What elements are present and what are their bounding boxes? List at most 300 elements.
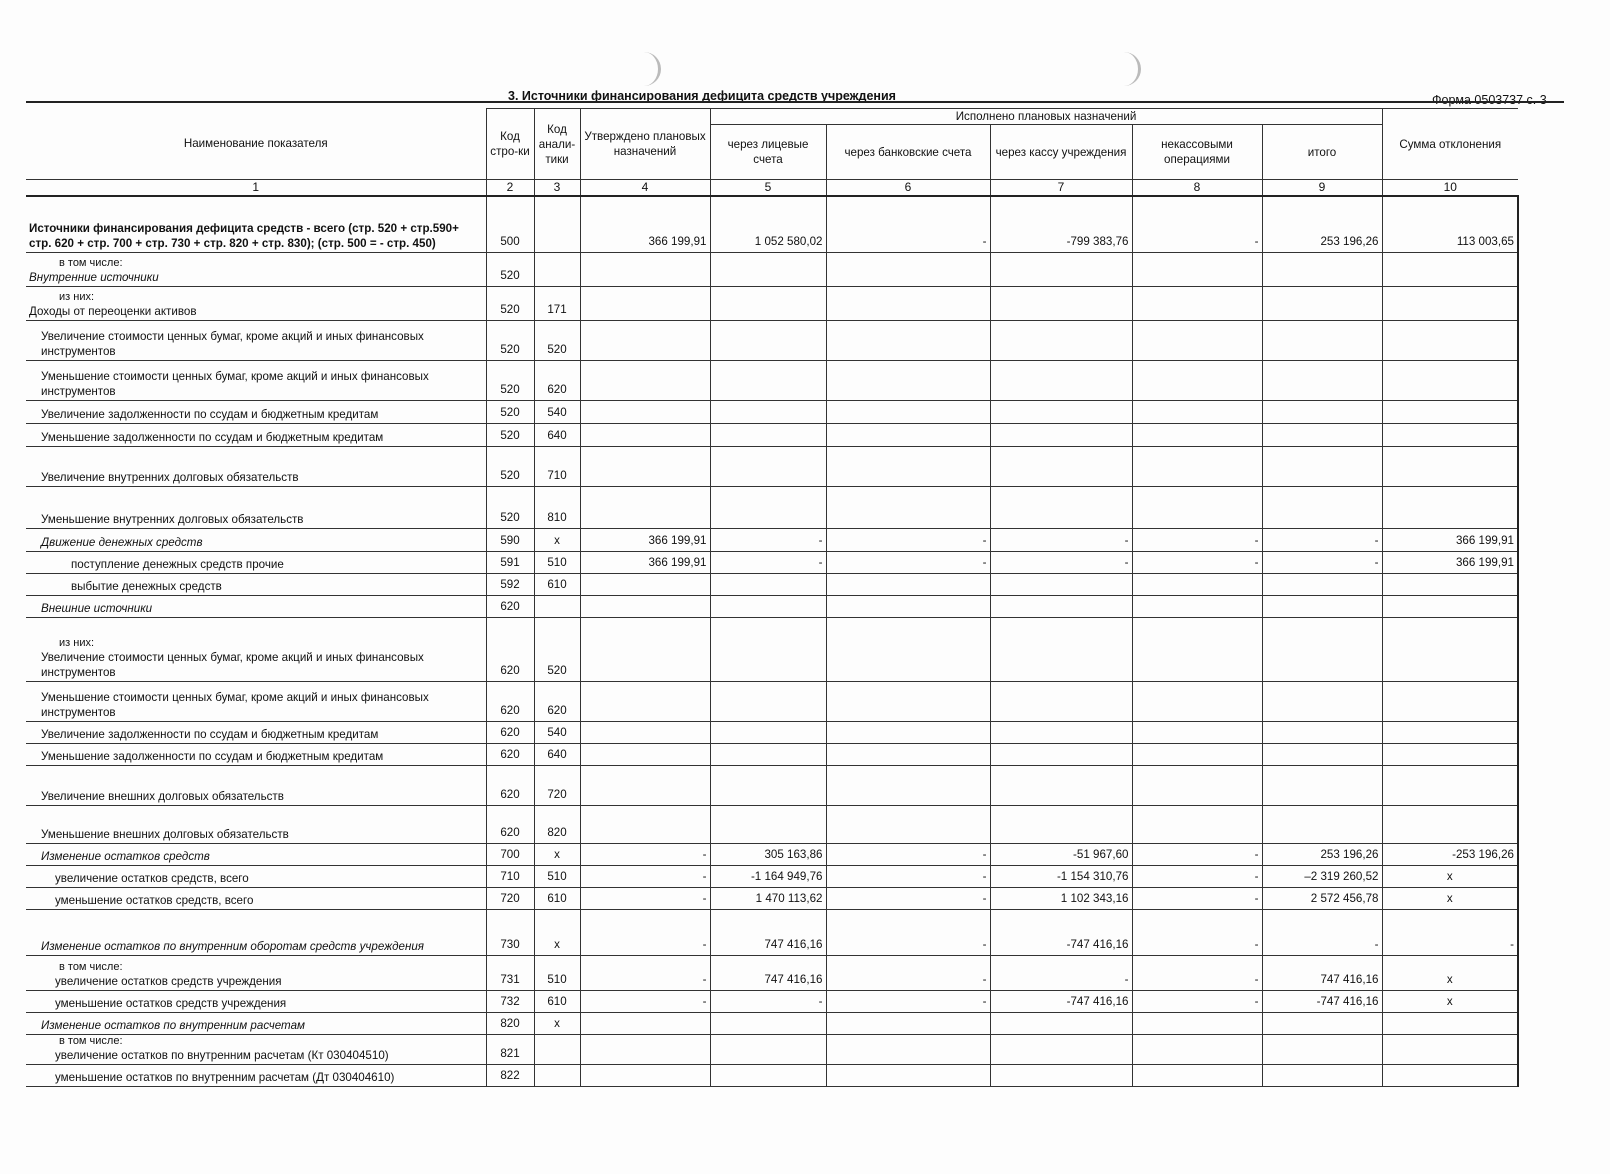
row-name: Увеличение внутренних долговых обязательств xyxy=(41,470,299,484)
value-bank-accounts xyxy=(826,721,990,743)
table-row xyxy=(26,528,1518,551)
value-bank-accounts xyxy=(826,486,990,528)
value-approved xyxy=(580,400,710,423)
value-bank-accounts xyxy=(826,1012,990,1034)
col-header-approved: Утверждено плановых назначений xyxy=(580,109,710,180)
row-code-line: 730 xyxy=(486,909,534,955)
row-name-cell xyxy=(26,573,486,595)
value-bank-accounts: - xyxy=(826,955,990,990)
value-bank-accounts: - xyxy=(826,990,990,1012)
value-non-cash xyxy=(1132,360,1262,400)
row-subheading: в том числе: xyxy=(59,960,123,973)
row-code-line: 520 xyxy=(486,252,534,286)
value-cashbox xyxy=(990,573,1132,595)
value-personal-accounts xyxy=(710,286,826,320)
table-row xyxy=(26,721,1518,743)
column-number: 9 xyxy=(1262,180,1382,197)
row-code-line: 620 xyxy=(486,595,534,617)
row-name-cell xyxy=(26,423,486,446)
value-cashbox: -1 154 310,76 xyxy=(990,865,1132,887)
value-total: 2 572 456,78 xyxy=(1262,887,1382,909)
value-deviation xyxy=(1382,400,1518,423)
table-row xyxy=(26,252,1518,286)
row-code-line: 500 xyxy=(486,196,534,252)
value-approved xyxy=(580,1034,710,1064)
row-code-analytic: 520 xyxy=(534,617,580,681)
row-code-analytic: 640 xyxy=(534,743,580,765)
row-name: Уменьшение задолженности по ссудам и бюджетным кредитам xyxy=(41,430,384,444)
value-cashbox: 1 102 343,16 xyxy=(990,887,1132,909)
value-cashbox xyxy=(990,486,1132,528)
value-non-cash: - xyxy=(1132,843,1262,865)
row-code-analytic: 540 xyxy=(534,400,580,423)
column-number: 7 xyxy=(990,180,1132,197)
value-non-cash: - xyxy=(1132,990,1262,1012)
value-cashbox xyxy=(990,1034,1132,1064)
value-cashbox: - xyxy=(990,955,1132,990)
value-cashbox: -799 383,76 xyxy=(990,196,1132,252)
col-header-code-line: Код стро-ки xyxy=(486,109,534,180)
table-row xyxy=(26,1012,1518,1034)
row-subheading: из них: xyxy=(59,290,95,303)
table-row xyxy=(26,423,1518,446)
value-total xyxy=(1262,743,1382,765)
row-code-analytic: 610 xyxy=(534,990,580,1012)
value-approved xyxy=(580,423,710,446)
value-bank-accounts xyxy=(826,360,990,400)
value-deviation xyxy=(1382,573,1518,595)
value-non-cash: - xyxy=(1132,528,1262,551)
row-name: Увеличение стоимости ценных бумаг, кроме акций и иных финансовых инструментов xyxy=(41,329,424,358)
value-personal-accounts xyxy=(710,486,826,528)
value-personal-accounts xyxy=(710,360,826,400)
row-name-cell xyxy=(26,681,486,721)
column-number: 4 xyxy=(580,180,710,197)
value-total xyxy=(1262,252,1382,286)
value-bank-accounts xyxy=(826,805,990,843)
value-cashbox: - xyxy=(990,551,1132,573)
table-row xyxy=(26,573,1518,595)
value-bank-accounts xyxy=(826,252,990,286)
table-row xyxy=(26,990,1518,1012)
value-personal-accounts xyxy=(710,721,826,743)
row-name: увеличение остатков средств, всего xyxy=(55,871,249,885)
row-name: Внешние источники xyxy=(41,601,153,615)
row-name-cell xyxy=(26,196,486,252)
value-deviation: x xyxy=(1382,955,1518,990)
row-code-line: 732 xyxy=(486,990,534,1012)
value-non-cash xyxy=(1132,681,1262,721)
row-code-line: 620 xyxy=(486,765,534,805)
row-code-line: 520 xyxy=(486,423,534,446)
col-header-executed-group: Исполнено плановых назначений xyxy=(710,109,1382,125)
value-approved xyxy=(580,1012,710,1034)
row-code-line: 720 xyxy=(486,887,534,909)
value-cashbox xyxy=(990,617,1132,681)
sources-table xyxy=(26,108,1519,1087)
value-deviation xyxy=(1382,1034,1518,1064)
row-name: Уменьшение внутренних долговых обязательств xyxy=(41,512,304,526)
value-bank-accounts: - xyxy=(826,528,990,551)
col-header-name: Наименование показателя xyxy=(26,109,486,180)
table-row xyxy=(26,865,1518,887)
row-name: Увеличение задолженности по ссудам и бюджетным кредитам xyxy=(41,407,379,421)
value-personal-accounts xyxy=(710,681,826,721)
row-code-analytic: 520 xyxy=(534,320,580,360)
value-deviation: - xyxy=(1382,909,1518,955)
table-row xyxy=(26,617,1518,681)
value-deviation xyxy=(1382,486,1518,528)
value-bank-accounts: - xyxy=(826,196,990,252)
row-code-line: 620 xyxy=(486,805,534,843)
row-name: Движение денежных средств xyxy=(41,535,203,549)
value-deviation xyxy=(1382,681,1518,721)
row-name-cell xyxy=(26,595,486,617)
row-code-analytic xyxy=(534,1034,580,1064)
col-header-code-analytic: Код анали-тики xyxy=(534,109,580,180)
value-bank-accounts xyxy=(826,320,990,360)
value-non-cash xyxy=(1132,1012,1262,1034)
value-total xyxy=(1262,400,1382,423)
value-cashbox xyxy=(990,595,1132,617)
value-total xyxy=(1262,1012,1382,1034)
value-bank-accounts xyxy=(826,617,990,681)
row-name: поступление денежных средств прочие xyxy=(71,557,284,571)
column-number: 5 xyxy=(710,180,826,197)
value-personal-accounts xyxy=(710,1012,826,1034)
value-cashbox: -747 416,16 xyxy=(990,990,1132,1012)
row-name: Уменьшение стоимости ценных бумаг, кроме акций и иных финансовых инструментов xyxy=(41,369,429,398)
value-total xyxy=(1262,595,1382,617)
value-total: - xyxy=(1262,528,1382,551)
value-cashbox xyxy=(990,1012,1132,1034)
row-name-cell xyxy=(26,1064,486,1086)
row-code-line: 520 xyxy=(486,360,534,400)
table-row xyxy=(26,196,1518,252)
value-approved xyxy=(580,446,710,486)
row-code-analytic: x xyxy=(534,909,580,955)
value-non-cash xyxy=(1132,805,1262,843)
value-approved: - xyxy=(580,865,710,887)
value-cashbox xyxy=(990,805,1132,843)
value-deviation xyxy=(1382,617,1518,681)
row-name-cell xyxy=(26,320,486,360)
value-deviation xyxy=(1382,805,1518,843)
row-name-cell xyxy=(26,743,486,765)
value-cashbox xyxy=(990,252,1132,286)
row-code-line: 620 xyxy=(486,721,534,743)
row-name-cell xyxy=(26,400,486,423)
value-total xyxy=(1262,573,1382,595)
value-non-cash xyxy=(1132,400,1262,423)
row-name: Увеличение задолженности по ссудам и бюджетным кредитам xyxy=(41,727,379,741)
row-name-cell xyxy=(26,551,486,573)
value-approved xyxy=(580,486,710,528)
value-approved xyxy=(580,681,710,721)
value-deviation xyxy=(1382,446,1518,486)
row-name: уменьшение остатков по внутренним расчетам (Дт 030404610) xyxy=(55,1070,395,1084)
value-deviation xyxy=(1382,360,1518,400)
row-name-cell xyxy=(26,721,486,743)
value-total xyxy=(1262,286,1382,320)
row-code-analytic: 610 xyxy=(534,573,580,595)
value-deviation xyxy=(1382,1064,1518,1086)
row-code-analytic: 640 xyxy=(534,423,580,446)
value-deviation: x xyxy=(1382,990,1518,1012)
value-personal-accounts xyxy=(710,1034,826,1064)
value-personal-accounts xyxy=(710,252,826,286)
value-non-cash xyxy=(1132,1064,1262,1086)
row-name-cell xyxy=(26,955,486,990)
value-non-cash xyxy=(1132,1034,1262,1064)
value-bank-accounts: - xyxy=(826,843,990,865)
row-name: Внутренние источники xyxy=(29,270,159,284)
value-non-cash xyxy=(1132,252,1262,286)
value-bank-accounts: - xyxy=(826,551,990,573)
value-personal-accounts xyxy=(710,765,826,805)
row-code-analytic: 810 xyxy=(534,486,580,528)
row-name-cell xyxy=(26,887,486,909)
value-bank-accounts xyxy=(826,286,990,320)
value-approved: - xyxy=(580,909,710,955)
value-total: 747 416,16 xyxy=(1262,955,1382,990)
value-cashbox xyxy=(990,400,1132,423)
row-name-cell xyxy=(26,990,486,1012)
row-name-cell xyxy=(26,446,486,486)
value-total xyxy=(1262,320,1382,360)
value-deviation: -253 196,26 xyxy=(1382,843,1518,865)
value-bank-accounts xyxy=(826,595,990,617)
value-deviation xyxy=(1382,286,1518,320)
value-cashbox xyxy=(990,721,1132,743)
value-cashbox: -51 967,60 xyxy=(990,843,1132,865)
value-non-cash xyxy=(1132,446,1262,486)
value-approved: 366 199,91 xyxy=(580,551,710,573)
table-row xyxy=(26,805,1518,843)
value-total: -747 416,16 xyxy=(1262,990,1382,1012)
value-total xyxy=(1262,617,1382,681)
col-header-non-cash: некассовыми операциями xyxy=(1132,125,1262,180)
value-approved xyxy=(580,360,710,400)
value-non-cash xyxy=(1132,486,1262,528)
row-name: Изменение остатков по внутренним оборотам средств учреждения xyxy=(41,939,424,953)
value-non-cash xyxy=(1132,286,1262,320)
table-row xyxy=(26,400,1518,423)
row-name: увеличение остатков средств учреждения xyxy=(55,974,282,988)
row-code-line: 820 xyxy=(486,1012,534,1034)
row-code-analytic: 620 xyxy=(534,360,580,400)
value-deviation xyxy=(1382,423,1518,446)
row-code-analytic xyxy=(534,196,580,252)
value-total xyxy=(1262,423,1382,446)
header-rule xyxy=(26,101,1564,103)
value-total xyxy=(1262,765,1382,805)
value-non-cash xyxy=(1132,320,1262,360)
row-code-line: 592 xyxy=(486,573,534,595)
value-deviation: x xyxy=(1382,865,1518,887)
value-deviation: 113 003,65 xyxy=(1382,196,1518,252)
value-personal-accounts xyxy=(710,573,826,595)
row-subheading: в том числе: xyxy=(59,256,123,269)
row-code-line: 520 xyxy=(486,320,534,360)
table-row xyxy=(26,765,1518,805)
value-total: - xyxy=(1262,909,1382,955)
value-non-cash xyxy=(1132,595,1262,617)
value-bank-accounts xyxy=(826,765,990,805)
row-code-line: 591 xyxy=(486,551,534,573)
value-approved xyxy=(580,805,710,843)
table-row xyxy=(26,286,1518,320)
row-name: Доходы от переоценки активов xyxy=(29,304,197,318)
row-code-analytic: 620 xyxy=(534,681,580,721)
value-non-cash: - xyxy=(1132,196,1262,252)
column-number: 1 xyxy=(26,180,486,197)
value-bank-accounts: - xyxy=(826,887,990,909)
row-name: увеличение остатков по внутренним расчетам (Кт 030404510) xyxy=(55,1048,389,1062)
value-cashbox xyxy=(990,765,1132,805)
value-approved: - xyxy=(580,990,710,1012)
value-deviation xyxy=(1382,252,1518,286)
value-non-cash xyxy=(1132,573,1262,595)
row-code-analytic: 540 xyxy=(534,721,580,743)
row-name: Уменьшение стоимости ценных бумаг, кроме акций и иных финансовых инструментов xyxy=(41,690,429,719)
column-number: 10 xyxy=(1382,180,1518,197)
value-total xyxy=(1262,1034,1382,1064)
row-code-analytic: 510 xyxy=(534,865,580,887)
value-personal-accounts xyxy=(710,400,826,423)
col-header-cashbox: через кассу учреждения xyxy=(990,125,1132,180)
row-code-line: 590 xyxy=(486,528,534,551)
value-bank-accounts xyxy=(826,1064,990,1086)
row-code-line: 520 xyxy=(486,400,534,423)
row-name-cell xyxy=(26,1034,486,1064)
column-number: 6 xyxy=(826,180,990,197)
value-total xyxy=(1262,805,1382,843)
table-row xyxy=(26,955,1518,990)
row-name-cell xyxy=(26,528,486,551)
value-approved xyxy=(580,595,710,617)
row-code-line: 710 xyxy=(486,865,534,887)
value-cashbox xyxy=(990,681,1132,721)
row-name-cell xyxy=(26,843,486,865)
value-personal-accounts: 1 470 113,62 xyxy=(710,887,826,909)
row-code-line: 620 xyxy=(486,681,534,721)
col-header-total: итого xyxy=(1262,125,1382,180)
value-personal-accounts: 747 416,16 xyxy=(710,909,826,955)
row-name-cell xyxy=(26,909,486,955)
row-code-line: 822 xyxy=(486,1064,534,1086)
table-row xyxy=(26,909,1518,955)
value-total xyxy=(1262,1064,1382,1086)
table-row xyxy=(26,1034,1518,1064)
value-personal-accounts: 1 052 580,02 xyxy=(710,196,826,252)
value-bank-accounts xyxy=(826,681,990,721)
column-number-row xyxy=(26,180,1518,197)
value-personal-accounts: 747 416,16 xyxy=(710,955,826,990)
value-deviation: x xyxy=(1382,887,1518,909)
value-cashbox xyxy=(990,320,1132,360)
value-approved xyxy=(580,286,710,320)
binder-hole-left xyxy=(632,52,661,86)
value-bank-accounts xyxy=(826,423,990,446)
row-code-line: 821 xyxy=(486,1034,534,1064)
value-non-cash: - xyxy=(1132,887,1262,909)
row-name: выбытие денежных средств xyxy=(71,579,222,593)
row-code-analytic xyxy=(534,1064,580,1086)
row-name: Изменение остатков по внутренним расчетам xyxy=(41,1018,305,1032)
row-code-line: 700 xyxy=(486,843,534,865)
table-row xyxy=(26,595,1518,617)
value-approved: 366 199,91 xyxy=(580,528,710,551)
value-personal-accounts: -1 164 949,76 xyxy=(710,865,826,887)
row-code-analytic: 510 xyxy=(534,955,580,990)
row-code-analytic: 510 xyxy=(534,551,580,573)
value-non-cash xyxy=(1132,423,1262,446)
value-non-cash xyxy=(1132,617,1262,681)
value-total: - xyxy=(1262,551,1382,573)
row-code-line: 620 xyxy=(486,743,534,765)
row-name: Источники финансирования дефицита средств - всего (стр. 520 + стр.590+ стр. 620 + стр. 700 + стр. 730 + стр. 820 + стр. 830); (стр. 500 = - стр. 450) xyxy=(29,221,459,250)
row-name-cell xyxy=(26,486,486,528)
row-code-analytic: x xyxy=(534,1012,580,1034)
table-row xyxy=(26,320,1518,360)
value-non-cash: - xyxy=(1132,955,1262,990)
row-subheading: из них: xyxy=(59,636,95,649)
row-code-analytic: 610 xyxy=(534,887,580,909)
value-cashbox xyxy=(990,446,1132,486)
value-cashbox: -747 416,16 xyxy=(990,909,1132,955)
row-name-cell xyxy=(26,360,486,400)
value-non-cash xyxy=(1132,765,1262,805)
value-total: –2 319 260,52 xyxy=(1262,865,1382,887)
value-bank-accounts xyxy=(826,1034,990,1064)
col-header-deviation: Сумма отклонения xyxy=(1382,109,1518,180)
value-non-cash: - xyxy=(1132,551,1262,573)
value-personal-accounts xyxy=(710,743,826,765)
value-personal-accounts xyxy=(710,320,826,360)
value-total xyxy=(1262,681,1382,721)
value-deviation xyxy=(1382,595,1518,617)
col-header-bank-accounts: через банковские счета xyxy=(826,125,990,180)
row-code-line: 520 xyxy=(486,446,534,486)
col-header-personal-accounts: через лицевые счета xyxy=(710,125,826,180)
column-number: 2 xyxy=(486,180,534,197)
table-row xyxy=(26,843,1518,865)
value-personal-accounts xyxy=(710,446,826,486)
table-row xyxy=(26,486,1518,528)
value-deviation xyxy=(1382,743,1518,765)
value-approved xyxy=(580,743,710,765)
value-deviation xyxy=(1382,320,1518,360)
value-total xyxy=(1262,721,1382,743)
row-name: Уменьшение внешних долговых обязательств xyxy=(41,827,289,841)
row-subheading: в том числе: xyxy=(59,1034,123,1047)
row-code-analytic: 710 xyxy=(534,446,580,486)
row-code-analytic: x xyxy=(534,843,580,865)
value-approved xyxy=(580,573,710,595)
value-personal-accounts xyxy=(710,595,826,617)
value-deviation: 366 199,91 xyxy=(1382,551,1518,573)
row-code-analytic: 820 xyxy=(534,805,580,843)
value-bank-accounts xyxy=(826,573,990,595)
value-total xyxy=(1262,486,1382,528)
value-approved xyxy=(580,1064,710,1086)
value-cashbox xyxy=(990,743,1132,765)
value-approved xyxy=(580,765,710,805)
row-code-analytic: x xyxy=(534,528,580,551)
value-cashbox xyxy=(990,286,1132,320)
value-total: 253 196,26 xyxy=(1262,196,1382,252)
